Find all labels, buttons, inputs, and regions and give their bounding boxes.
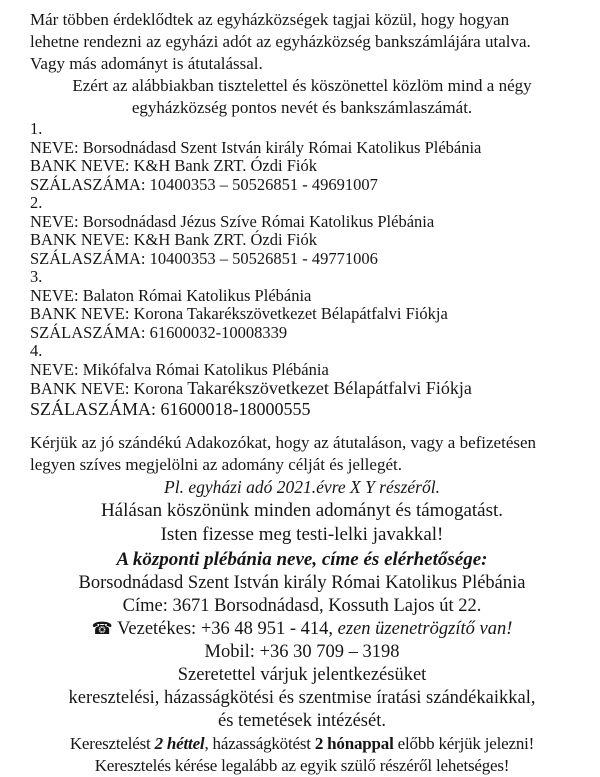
notice-part-1: Keresztelést <box>69 733 155 753</box>
intro-line-3: Vagy más adományt is átutalással. <box>30 54 263 73</box>
parish-account-line: SZÁLASZÁMA: 10400353 – 50526851 - 49771006 <box>30 248 378 268</box>
parish-entry-2 <box>30 194 574 268</box>
intro-centered-line-2: egyházközség pontos nevét és bankszámlaszámát. <box>131 98 473 117</box>
parish-bank-line: BANK NEVE: Korona Takarékszövetkezet Bélapátfalvi Fiókja <box>30 304 448 323</box>
intro-line-2: lehetne rendezni az egyházi adót az egyházközség bankszámlájára utalva. <box>30 32 531 51</box>
telephone-icon: ☎ <box>91 618 113 639</box>
parish-entry-4 <box>30 342 574 419</box>
parish-account-line: SZÁLASZÁMA: 61600032-10008339 <box>30 322 288 342</box>
notice-part-3: előbb kérjük jelezni! <box>393 733 535 753</box>
parish-name-line: NEVE: Balaton Római Katolikus Plébánia <box>30 285 312 305</box>
parish-number: 3. <box>30 267 43 286</box>
parish-bank-prefix: BANK NEVE: Korona <box>30 379 188 398</box>
parish-list <box>30 120 574 419</box>
parish-bank-line: BANK NEVE: K&H Bank ZRT. Ózdi Fiók <box>30 156 317 175</box>
contact-heading: A központi plébánia neve, címe és elérhetősége: <box>116 548 488 570</box>
baptism-final-line: Keresztelés kérése legalább az egyik szülő részéről lehetséges! <box>94 755 510 775</box>
services-line-1: keresztelési, házasságkötési és szentmise íratási szándékaikkal, <box>68 687 536 708</box>
parish-number: 2. <box>30 193 43 212</box>
parish-account-line: SZÁLASZÁMA: 10400353 – 50526851 - 49691007 <box>30 174 378 194</box>
contact-landline-line <box>30 618 574 641</box>
parish-number: 1. <box>30 119 43 138</box>
notice-part-2: , házasságkötést <box>204 733 315 753</box>
intro-line-1: Már többen érdeklődtek az egyházközségek tagjai közül, hogy hogyan <box>30 10 510 29</box>
parish-number: 4. <box>30 341 43 360</box>
answering-machine-note: ezen üzenetrögzítő van! <box>337 618 513 639</box>
baptism-notice-line <box>30 733 574 755</box>
parish-account-line: SZÁLASZÁMA: 61600018-18000555 <box>30 398 311 419</box>
contact-mobile-line: Mobil: +36 30 709 – 3198 <box>204 641 400 662</box>
notice-two-weeks: 2 héttel <box>154 733 205 753</box>
parish-bank-line: BANK NEVE: K&H Bank ZRT. Ózdi Fiók <box>30 230 317 249</box>
parish-bank-line <box>30 379 574 399</box>
services-line-2: és temetések intézését. <box>218 710 386 731</box>
parish-entry-3 <box>30 268 574 342</box>
intro-centered-paragraph <box>30 75 574 119</box>
intro-paragraph <box>30 9 574 75</box>
landline-text: Vezetékes: +36 48 951 - 414, <box>112 618 338 639</box>
parish-bank-branch: Takarékszövetkezet Bélapátfalvi Fiókja <box>187 378 472 398</box>
donation-example-line: Pl. egyházi adó 2021.évre X Y részéről. <box>164 476 440 497</box>
donation-request-line-1: Kérjük az jó szándékú Adakozókat, hogy az átutaláson, vagy a befizetésen <box>30 432 537 452</box>
donation-request-line-2: legyen szíves megjelölni az adomány célját és jellegét. <box>30 454 402 474</box>
notice-two-months: 2 hónappal <box>314 733 394 753</box>
donation-request-paragraph <box>30 432 574 476</box>
parish-name-line: NEVE: Mikófalva Római Katolikus Plébánia <box>30 359 329 379</box>
contact-address: Címe: 3671 Borsodnádasd, Kossuth Lajos út 22. <box>122 595 482 616</box>
thanks-line: Hálásan köszönünk minden adományt és támogatást. <box>100 499 504 521</box>
parish-name-line: NEVE: Borsodnádasd Szent István király Római Katolikus Plébánia <box>30 137 482 157</box>
contact-parish-name: Borsodnádasd Szent István király Római Katolikus Plébánia <box>78 572 526 593</box>
blessing-line: Isten fizesse meg testi-lelki javakkal! <box>160 523 444 545</box>
welcome-line: Szeretettel várjuk jelentkezésüket <box>177 664 427 685</box>
parish-entry-1 <box>30 120 574 194</box>
parish-name-line: NEVE: Borsodnádasd Jézus Szíve Római Katolikus Plébánia <box>30 211 435 231</box>
intro-centered-line-1: Ezért az alábbiakban tisztelettel és köszönettel közlöm mind a négy <box>72 76 532 95</box>
